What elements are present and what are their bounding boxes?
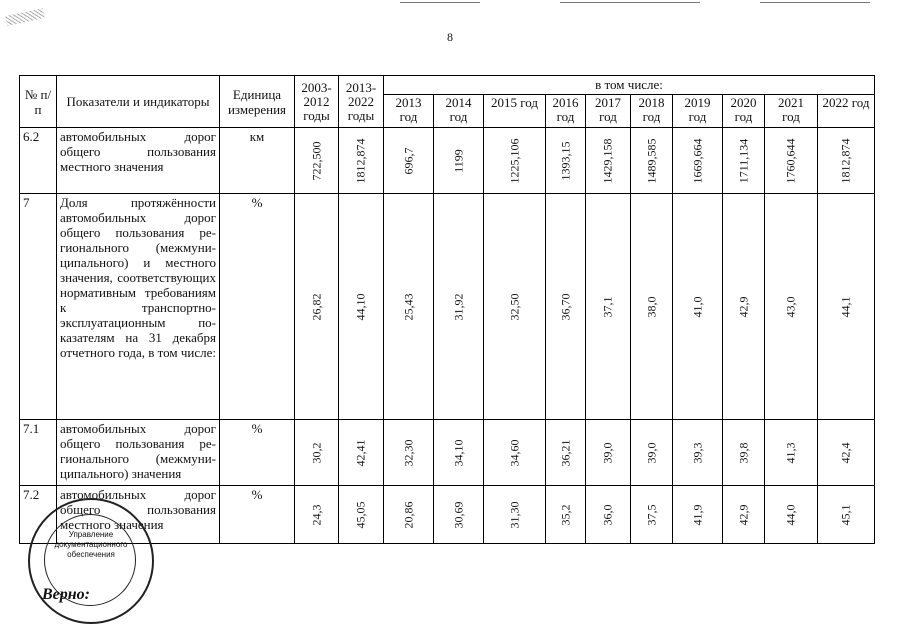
- value-cell: [631, 128, 673, 194]
- value-cell: [586, 128, 631, 194]
- scan-edge-line: [400, 2, 480, 3]
- value-cell: [631, 486, 673, 544]
- certified-mark: Верно:: [42, 586, 90, 603]
- value-text: 1225,106: [507, 138, 521, 183]
- value-cell: [295, 420, 339, 486]
- header-year: 2020 год: [723, 95, 765, 128]
- value-cell: [484, 420, 546, 486]
- header-year: 2022 год: [818, 95, 875, 128]
- value-cell: [434, 194, 484, 420]
- value-text: 25,43: [401, 293, 415, 320]
- unit-cell: %: [220, 194, 295, 420]
- header-year: 2015 год: [484, 95, 546, 128]
- value-text: 1812,874: [353, 138, 368, 183]
- value-text: 39,0: [600, 442, 615, 463]
- value-cell: [586, 420, 631, 486]
- scan-artifact: [5, 8, 44, 26]
- value-cell: [818, 420, 875, 486]
- value-cell: [723, 420, 765, 486]
- value-text: 34,60: [507, 439, 521, 466]
- value-text: 34,10: [451, 439, 465, 466]
- value-text: 43,0: [783, 296, 798, 317]
- scan-edge-line: [760, 2, 870, 3]
- value-text: 36,70: [558, 293, 572, 320]
- value-text: 41,9: [690, 504, 704, 525]
- value-text: 45,1: [838, 504, 853, 525]
- value-text: 37,5: [644, 504, 658, 525]
- row-number: 7.1: [20, 420, 57, 486]
- value-text: 30,69: [451, 501, 465, 528]
- value-text: 1489,585: [644, 138, 658, 183]
- value-cell: [818, 128, 875, 194]
- value-text: 38,0: [644, 296, 658, 317]
- unit-cell: %: [220, 420, 295, 486]
- value-text: 42,9: [736, 296, 750, 317]
- indicators-table: [19, 75, 875, 544]
- value-text: 20,86: [401, 501, 415, 528]
- unit-cell: %: [220, 486, 295, 544]
- header-year: 2014 год: [434, 95, 484, 128]
- value-cell: [631, 420, 673, 486]
- value-text: 1429,158: [600, 138, 615, 183]
- value-text: 1669,664: [690, 138, 704, 183]
- value-text: 31,30: [507, 501, 521, 528]
- value-text: 1760,644: [783, 138, 798, 183]
- value-cell: [484, 128, 546, 194]
- value-text: 30,2: [309, 442, 323, 463]
- value-text: 26,82: [309, 293, 323, 320]
- value-cell: [339, 420, 384, 486]
- value-cell: [723, 486, 765, 544]
- value-text: 42,9: [736, 504, 750, 525]
- indicator-name: автомобильных дорог общего пользования местного значения: [57, 128, 220, 194]
- value-cell: [295, 194, 339, 420]
- value-text: 44,0: [783, 504, 798, 525]
- value-text: 696,7: [401, 147, 415, 174]
- value-cell: [484, 194, 546, 420]
- value-cell: [586, 486, 631, 544]
- value-cell: [765, 486, 818, 544]
- header-indicator: Показатели и индикаторы: [57, 76, 220, 128]
- value-text: 36,0: [600, 504, 615, 525]
- header-unit: Единица измерения: [220, 76, 295, 128]
- value-cell: [723, 194, 765, 420]
- value-cell: [384, 420, 434, 486]
- value-text: 44,1: [838, 296, 853, 317]
- value-text: 1199: [451, 148, 465, 173]
- stamp-text: Управление документационного обеспечения: [54, 530, 128, 559]
- value-cell: [546, 486, 586, 544]
- value-cell: [546, 420, 586, 486]
- value-cell: [434, 420, 484, 486]
- value-text: 39,0: [644, 442, 658, 463]
- official-stamp: [28, 498, 154, 624]
- header-year: 2017 год: [586, 95, 631, 128]
- header-year: 2016 год: [546, 95, 586, 128]
- table-row: [20, 420, 875, 486]
- value-cell: [673, 486, 723, 544]
- value-text: 41,0: [690, 296, 704, 317]
- value-text: 1812,874: [838, 138, 853, 183]
- value-cell: [339, 128, 384, 194]
- value-text: 36,21: [558, 439, 572, 466]
- value-text: 44,10: [353, 293, 368, 320]
- value-cell: [339, 194, 384, 420]
- header-year: 2018 год: [631, 95, 673, 128]
- value-cell: [384, 486, 434, 544]
- value-text: 45,05: [353, 501, 368, 528]
- value-cell: [295, 128, 339, 194]
- value-text: 31,92: [451, 293, 465, 320]
- unit-cell: км: [220, 128, 295, 194]
- value-text: 39,3: [690, 442, 704, 463]
- header-period-2013-2022: 2013-2022 годы: [339, 76, 384, 128]
- value-cell: [546, 194, 586, 420]
- indicator-name: автомобильных дорог общего пользования местного значения: [57, 486, 220, 544]
- row-number: 7: [20, 194, 57, 420]
- value-text: 32,50: [507, 293, 521, 320]
- header-period-2003-2012: 2003-2012 годы: [295, 76, 339, 128]
- scan-edge-line: [560, 2, 700, 3]
- value-cell: [818, 486, 875, 544]
- value-text: 35,2: [558, 504, 572, 525]
- header-including: в том числе:: [384, 76, 875, 95]
- value-cell: [673, 128, 723, 194]
- row-number: 6.2: [20, 128, 57, 194]
- value-text: 24,3: [309, 504, 323, 525]
- value-cell: [434, 486, 484, 544]
- value-cell: [546, 128, 586, 194]
- value-cell: [723, 128, 765, 194]
- table-row: [20, 128, 875, 194]
- value-cell: [765, 194, 818, 420]
- value-text: 42,41: [353, 439, 368, 466]
- value-cell: [384, 194, 434, 420]
- value-cell: [631, 194, 673, 420]
- header-year: 2013 год: [384, 95, 434, 128]
- table-row: [20, 194, 875, 420]
- row-number: 7.2: [20, 486, 57, 544]
- value-cell: [765, 128, 818, 194]
- value-text: 1393,15: [558, 141, 572, 180]
- indicator-name: Доля протяжённости автомобильных дорог общего пользования регионального (межмуниципального) и местного значения, соответствующих нормативным требованиям к транспортно-эксплуатационным показателям на 31 декабря отчетного года, в том числе:: [57, 194, 220, 420]
- header-year: 2019 год: [673, 95, 723, 128]
- header-no: № п/п: [20, 76, 57, 128]
- value-cell: [384, 128, 434, 194]
- value-text: 32,30: [401, 439, 415, 466]
- header-row-top: [20, 76, 875, 95]
- value-text: 39,8: [736, 442, 750, 463]
- value-cell: [673, 194, 723, 420]
- value-cell: [484, 486, 546, 544]
- value-cell: [339, 486, 384, 544]
- value-cell: [434, 128, 484, 194]
- value-text: 42,4: [838, 442, 853, 463]
- value-cell: [586, 194, 631, 420]
- value-cell: [295, 486, 339, 544]
- value-cell: [765, 420, 818, 486]
- value-cell: [818, 194, 875, 420]
- header-year: 2021 год: [765, 95, 818, 128]
- indicator-name: автомобильных дорог общего пользования регионального (межмуниципального) значения: [57, 420, 220, 486]
- value-text: 41,3: [783, 442, 798, 463]
- value-text: 37,1: [600, 296, 615, 317]
- value-text: 1711,134: [736, 138, 750, 183]
- page-number: 8: [447, 30, 453, 44]
- value-cell: [673, 420, 723, 486]
- value-text: 722,500: [309, 141, 323, 180]
